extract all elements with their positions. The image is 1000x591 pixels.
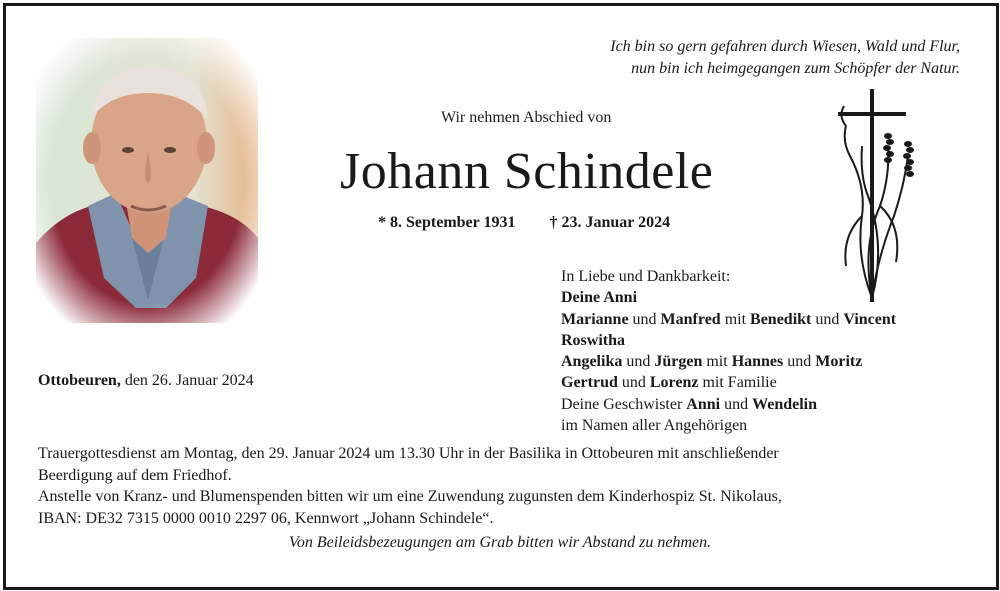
motto-verse [610, 36, 960, 80]
mourner-line [561, 372, 896, 393]
notice-line-4: IBAN: DE32 7315 0000 0010 2297 06, Kennwort „Johann Schindele“. [38, 509, 494, 527]
motto-line-2: nun bin ich heimgegangen zum Schöpfer der Natur. [631, 60, 960, 77]
death-date: † 23. Januar 2024 [549, 214, 671, 231]
motto-line-1: Ich bin so gern gefahren durch Wiesen, Wald und Flur, [610, 38, 960, 55]
mourner-name: Manfred [660, 310, 721, 328]
mourner-name: Jürgen [654, 353, 703, 371]
mourner-name: Moritz [815, 353, 863, 371]
life-dates [378, 214, 670, 232]
mourner-name: Wendelin [752, 395, 817, 413]
mourner-name: Benedikt [750, 310, 812, 328]
mourner-line [561, 415, 896, 436]
closing-note: Von Beileidsbezeugungen am Grab bitten wir Abstand zu nehmen. [288, 534, 712, 551]
mourner-name: Marianne [561, 310, 629, 328]
funeral-notice [38, 443, 968, 529]
mourner-text: Deine Geschwister [561, 395, 687, 413]
mourner-text: und [617, 374, 650, 392]
mourner-text: mit Familie [698, 374, 777, 392]
place-name: Ottobeuren, [38, 372, 121, 389]
mourner-text: im Namen aller Angehörigen [561, 417, 748, 435]
notice-line-3: Anstelle von Kranz- und Blumenspenden bitten wir um eine Zuwendung zugunsten dem Kinderhospiz St. Nikolaus, [38, 488, 782, 505]
notice-line-2: Beerdigung auf dem Friedhof. [38, 466, 232, 484]
mourner-line [561, 287, 896, 308]
mourner-name: Angelika [561, 353, 623, 371]
mourner-name: Roswitha [561, 331, 626, 349]
mourner-text: und [783, 353, 816, 371]
mourner-name: Vincent [843, 310, 897, 328]
mourner-text: In Liebe und Dankbarkeit: [561, 268, 731, 285]
mourner-line [561, 309, 896, 330]
mourner-text: und [622, 353, 655, 371]
deceased-name: Johann Schindele [340, 143, 714, 200]
mourner-text: mit [720, 310, 751, 328]
mourner-line [561, 266, 896, 287]
mourner-text: und [811, 310, 844, 328]
mourner-text: und [720, 395, 753, 413]
birth-date: * 8. September 1931 [378, 214, 516, 231]
mourner-name: Anni [686, 395, 721, 413]
intro-text: Wir nehmen Abschied von [441, 109, 612, 126]
mourner-name: Hannes [731, 353, 784, 371]
mourner-name: Gertrud [561, 374, 618, 392]
mourners-list [561, 266, 896, 436]
mourner-text: und [628, 310, 661, 328]
notice-date: den 26. Januar 2024 [120, 372, 254, 389]
mourner-name: Deine Anni [561, 289, 638, 307]
mourner-line [561, 330, 896, 351]
notice-line-1: Trauergottesdienst am Montag, den 29. Januar 2024 um 13.30 Uhr in der Basilika in Ottobeuren mit anschließender [38, 445, 779, 462]
mourner-line [561, 351, 896, 372]
mourner-name: Lorenz [649, 374, 699, 392]
mourner-line [561, 394, 896, 415]
mourner-text: mit [702, 353, 732, 371]
portrait-photo [36, 38, 258, 323]
place-date [38, 372, 254, 390]
